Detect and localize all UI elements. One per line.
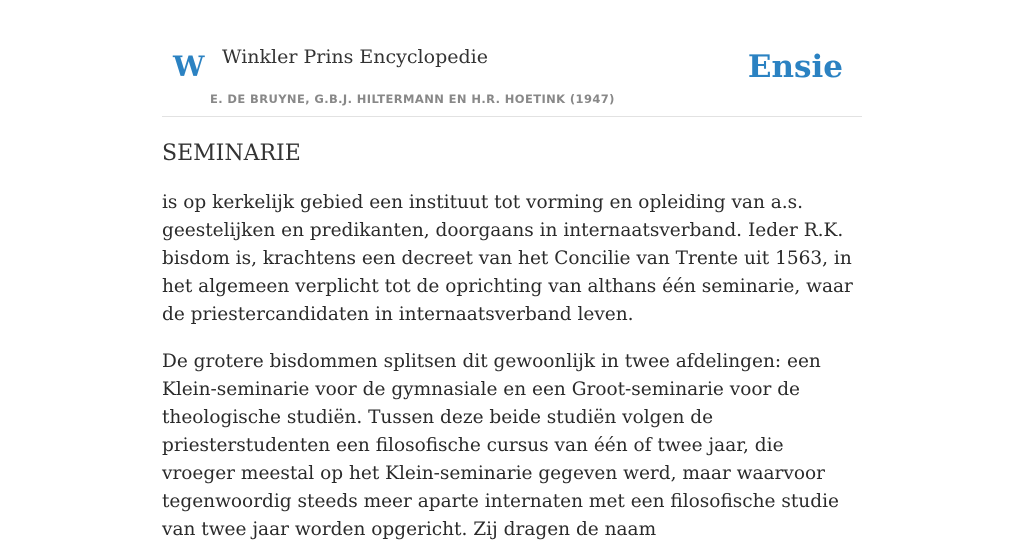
publication-title[interactable]: Winkler Prins Encyclopedie <box>222 46 488 68</box>
header <box>162 0 862 117</box>
ensie-logo-link[interactable]: Ensie <box>747 49 843 85</box>
entry-paragraph: is op kerkelijk gebied een instituut tot vorming en opleiding van a.s. geestelijken en predikanten, doorgaans in internaatsverband. Ieder R.K. bisdom is, krachtens een decreet van het Concilie van Trente uit 1563, in het algemeen verplicht tot de oprichting van althans één seminarie, waar de priestercandidaten in internaatsverband leven. <box>162 192 853 326</box>
article-container <box>162 0 862 544</box>
winkler-prins-logo[interactable]: W <box>173 50 205 83</box>
entry-paragraph: De grotere bisdommen splitsen dit gewoonlijk in twee afdelingen: een Klein-seminarie voor de gymnasiale en een Groot-seminarie voor de theologische studiën. Tussen deze beide studiën volgen de priesterstudenten een filosofische cursus van één of twee jaar, die vroeger meestal op het Klein-seminarie gegeven werd, maar waarvoor tegenwoordig steeds meer aparte internaten met een filosofische studie van twee jaar worden opgericht. Zij dragen de naam <box>162 351 839 541</box>
authors-line: E. DE BRUYNE, G.B.J. HILTERMANN EN H.R. HOETINK (1947) <box>210 92 615 106</box>
entry-title: SEMINARIE <box>162 141 301 166</box>
